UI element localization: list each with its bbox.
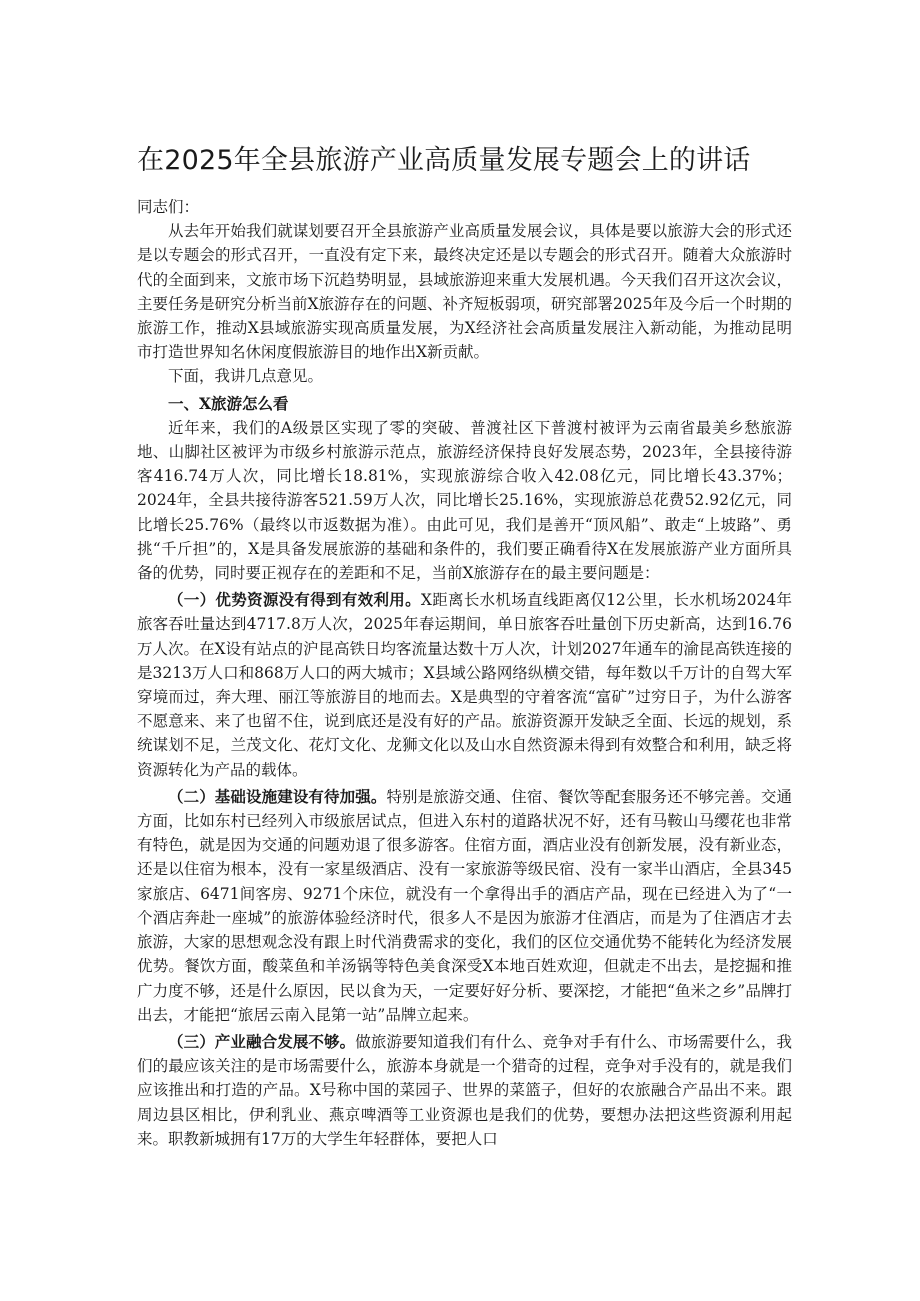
point3-body: 做旅游要知道我们有什么、竞争对手有什么、市场需要什么，我们的最应该关注的是市场需要什么，旅游本身就是一个猎奇的过程，竞争对手没有的，就是我们应该推出和打造的产品。X号称中国的菜园子、世界的菜篮子，但好的农旅融合产品出不来。跟周边县区相比，伊利乳业、燕京啤酒等工业资源也是我们的优势，要想办法把这些资源利用起来。职教新城拥有17万的大学生年轻群体，要把人口 <box>137 1032 792 1148</box>
point1-lead: （一）优势资源没有得到有效利用。 <box>168 590 421 610</box>
intro-paragraph: 从去年开始我们就谋划要召开全县旅游产业高质量发展会议，具体是要以旅游大会的形式还是以专题会的形式召开，一直没有定下来，最终决定还是以专题会的形式召开。随着大众旅游时代的全面到来，文旅市场下沉趋势明显，县域旅游迎来重大发展机遇。今天我们召开这次会议，主要任务是研究分析当前X旅游存在的问题、补齐短板弱项，研究部署2025年及今后一个时期的旅游工作，推动X县域旅游实现高质量发展，为X经济社会高质量发展注入新动能，为推动昆明市打造世界知名休闲度假旅游目的地作出X新贡献。 <box>137 222 792 362</box>
salutation: 同志们： <box>137 198 200 216</box>
section1-paragraph: 近年来，我们的A级景区实现了零的突破、普渡社区下普渡村被评为云南省最美乡愁旅游地、山脚社区被评为市级乡村旅游示范点，旅游经济保持良好发展态势，2023年，全县接待游客416.74万人次，同比增长18.81%，实现旅游综合收入42.08亿元，同比增长43.37%；2024年，全县共接待游客521.59万人次，同比增长25.16%，实现旅游总花费52.92亿元，同比增长25.76%（最终以市返数据为准）。由此可见，我们是善开“顶风船”、敢走“上坡路”、勇挑“千斤担”的，X是具备发展旅游的基础和条件的，我们要正确看待X在发展旅游产业方面所具备的优势，同时要正视存在的差距和不足，当前X旅游存在的最主要问题是： <box>137 418 792 583</box>
point2-lead: （二）基础设施建设有待加强。 <box>168 786 387 806</box>
point2-paragraph <box>137 785 792 1027</box>
point1-paragraph <box>137 588 792 782</box>
section1-heading: 一、X旅游怎么看 <box>168 393 289 413</box>
point3-paragraph <box>137 1030 792 1151</box>
point1-body: X距离长水机场直线距离仅12公里，长水机场2024年旅客吞吐量达到4717.8万人次，2025年春运期间，单日旅客吞吐量创下历史新高，达到16.76万人次。在X设有站点的沪昆高铁日均客流量达数十万人次，计划2027年通车的渝昆高铁连接的是3213万人口和868万人口的两大城市；X县域公路网络纵横交错，每年数以千万计的自驾大军穿境而过，奔大理、丽江等旅游目的地而去。X是典型的守着客流“富矿”过穷日子，为什么游客不愿意来、来了也留不住，说到底还是没有好的产品。旅游资源开发缺乏全面、长远的规划，系统谋划不足，兰茂文化、花灯文化、龙狮文化以及山水自然资源未得到有效整合和利用，缺乏将资源转化为产品的载体。 <box>137 591 792 779</box>
transition-paragraph: 下面，我讲几点意见。 <box>168 367 324 386</box>
document-title: 在2025年全县旅游产业高质量发展专题会上的讲话 <box>137 145 751 176</box>
point3-lead: （三）产业融合发展不够。 <box>168 1031 356 1051</box>
point2-body: 特别是旅游交通、住宿、餐饮等配套服务还不够完善。交通方面，比如东村已经列入市级旅居试点，但进入东村的道路状况不好，还有马鞍山马缨花也非常有特色，就是因为交通的问题劝退了很多游客。住宿方面，酒店业没有创新发展，没有新业态，还是以住宿为根本，没有一家星级酒店、没有一家旅游等级民宿、没有一家半山酒店，全县345家旅店、6471间客房、9271个床位，就没有一个拿得出手的酒店产品，现在已经进入为了“一个酒店奔赴一座城”的旅游体验经济时代，很多人不是因为旅游才住酒店，而是为了住酒店才去旅游，大家的思想观念没有跟上时代消费需求的变化，我们的区位交通优势不能转化为经济发展优势。餐饮方面，酸菜鱼和羊汤锅等特色美食深受X本地百姓欢迎，但就走不出去，是挖掘和推广力度不够，还是什么原因，民以食为天，一定要好好分析、要深挖，才能把“鱼米之乡”品牌打出去，才能把“旅居云南入昆第一站”品牌立起来。 <box>137 787 792 1024</box>
document-page <box>137 0 792 1151</box>
